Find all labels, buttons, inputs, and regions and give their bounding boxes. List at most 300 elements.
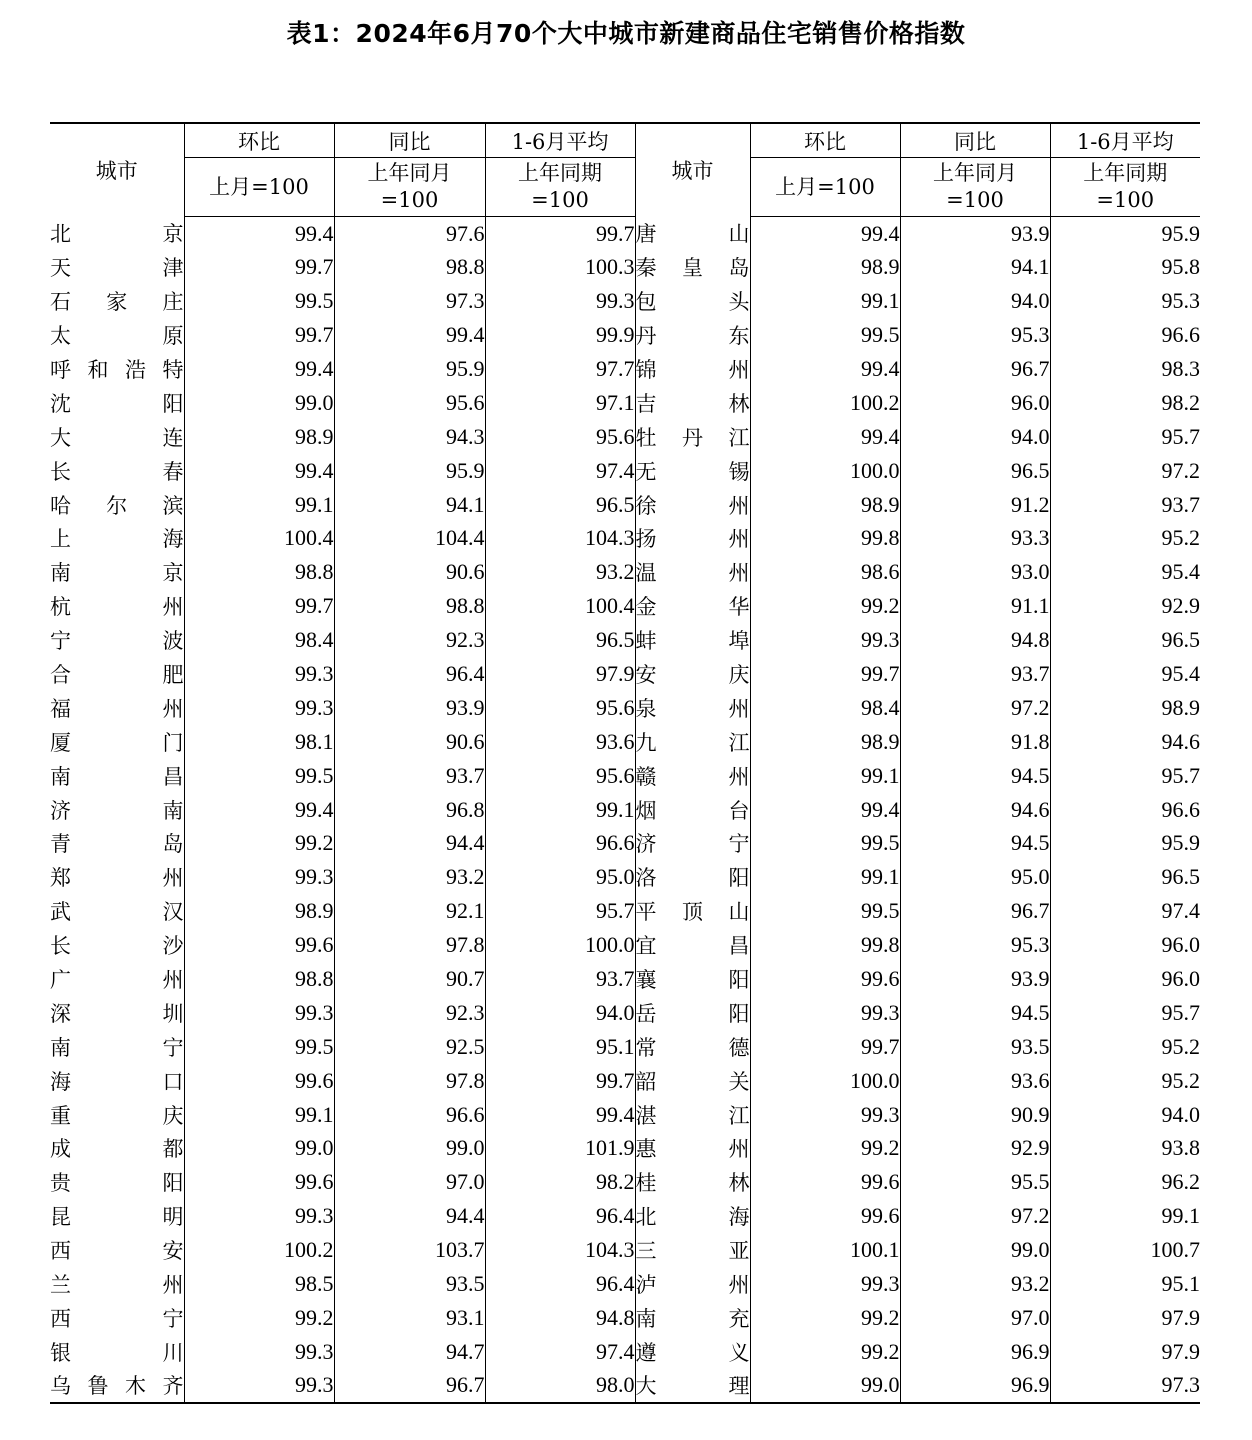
city-name: 厦 门 (50, 730, 184, 755)
mom-value: 99.3 (184, 691, 334, 725)
yoy-value: 94.0 (900, 284, 1050, 318)
city-name: 遵 义 (635, 1340, 750, 1365)
yoy-value: 96.9 (900, 1369, 1050, 1403)
city-name-cell (635, 860, 750, 894)
city-name-cell (50, 1199, 184, 1233)
city-name: 海 口 (50, 1069, 184, 1094)
city-name-cell (635, 657, 750, 691)
mom-value: 99.6 (184, 928, 334, 962)
yoy-value: 93.0 (900, 555, 1050, 589)
avg-value: 95.7 (1050, 996, 1200, 1030)
city-name: 西 宁 (50, 1306, 184, 1331)
city-name-cell (635, 1132, 750, 1166)
yoy-value: 93.9 (900, 962, 1050, 996)
mom-value: 99.6 (184, 1165, 334, 1199)
city-name-cell (50, 1098, 184, 1132)
city-name-cell (635, 691, 750, 725)
city-name-cell (50, 894, 184, 928)
yoy-value: 90.6 (334, 555, 485, 589)
city-name: 南 宁 (50, 1035, 184, 1060)
mom-value: 99.5 (750, 894, 900, 928)
city-name: 广 州 (50, 968, 184, 993)
city-name: 郑 州 (50, 866, 184, 891)
avg-value: 95.9 (1050, 217, 1200, 251)
mom-value: 99.3 (184, 996, 334, 1030)
city-name: 南 京 (50, 561, 184, 586)
yoy-value: 98.8 (334, 250, 485, 284)
table-row (50, 725, 1200, 759)
yoy-value: 94.4 (334, 827, 485, 861)
city-name-cell (50, 1233, 184, 1267)
table-row (50, 1064, 1200, 1098)
city-name-cell (50, 352, 184, 386)
mom-value: 99.2 (184, 1301, 334, 1335)
city-name-cell (635, 1030, 750, 1064)
avg-value: 93.8 (1050, 1132, 1200, 1166)
mom-value: 99.3 (750, 996, 900, 1030)
avg-value: 95.7 (485, 894, 635, 928)
yoy-value: 94.1 (334, 488, 485, 522)
yoy-column-header: 同比 (334, 123, 485, 158)
city-name-cell (635, 759, 750, 793)
table-row (50, 827, 1200, 861)
avg-value: 97.7 (485, 352, 635, 386)
avg-value: 95.6 (485, 691, 635, 725)
avg-value: 95.3 (1050, 284, 1200, 318)
mom-value: 98.1 (184, 725, 334, 759)
mom-value: 99.1 (184, 488, 334, 522)
city-name: 温 州 (635, 561, 750, 586)
yoy-value: 96.9 (900, 1335, 1050, 1369)
yoy-column-header-right: 同比 (900, 123, 1050, 158)
mom-value: 99.1 (750, 860, 900, 894)
yoy-value: 97.6 (334, 217, 485, 251)
mom-value: 99.7 (750, 1030, 900, 1064)
mom-value: 99.5 (184, 1030, 334, 1064)
yoy-value: 97.3 (334, 284, 485, 318)
city-name: 徐 州 (635, 493, 750, 518)
city-name-cell (635, 318, 750, 352)
mom-value: 99.5 (750, 318, 900, 352)
city-name-cell (635, 386, 750, 420)
city-name: 哈 尔 滨 (50, 493, 184, 518)
avg-value: 96.0 (1050, 928, 1200, 962)
yoy-value: 95.9 (334, 352, 485, 386)
table-row (50, 555, 1200, 589)
table-row (50, 1369, 1200, 1403)
mom-value: 99.3 (184, 657, 334, 691)
city-name: 襄 阳 (635, 968, 750, 993)
city-name: 太 原 (50, 324, 184, 349)
mom-value: 99.7 (750, 657, 900, 691)
avg-value: 98.3 (1050, 352, 1200, 386)
mom-value: 99.4 (184, 793, 334, 827)
city-name: 呼 和 浩 特 (50, 358, 184, 382)
mom-column-header: 环比 (184, 123, 334, 158)
yoy-value: 98.8 (334, 589, 485, 623)
city-name-cell (635, 928, 750, 962)
avg-value: 95.0 (485, 860, 635, 894)
city-name: 九 江 (635, 730, 750, 755)
table-row (50, 793, 1200, 827)
yoy-value: 93.1 (334, 1301, 485, 1335)
mom-value: 99.6 (750, 962, 900, 996)
yoy-value: 94.0 (900, 420, 1050, 454)
avg-value: 96.0 (1050, 962, 1200, 996)
table-row (50, 488, 1200, 522)
yoy-value: 91.2 (900, 488, 1050, 522)
table-row (50, 996, 1200, 1030)
mom-value: 99.4 (184, 454, 334, 488)
city-name: 烟 台 (635, 798, 750, 823)
mom-value: 99.8 (750, 928, 900, 962)
mom-value: 99.7 (184, 589, 334, 623)
yoy-value: 99.0 (334, 1132, 485, 1166)
yoy-value: 95.3 (900, 928, 1050, 962)
yoy-value: 97.8 (334, 1064, 485, 1098)
avg-value: 96.4 (485, 1267, 635, 1301)
city-name: 乌 鲁 木 齐 (50, 1374, 184, 1399)
avg-value: 96.6 (1050, 318, 1200, 352)
avg-value: 95.2 (1050, 522, 1200, 556)
mom-value: 99.4 (184, 217, 334, 251)
avg-value: 97.9 (1050, 1335, 1200, 1369)
table-row (50, 1098, 1200, 1132)
avg-value: 95.9 (1050, 827, 1200, 861)
table-row (50, 1301, 1200, 1335)
table-row (50, 420, 1200, 454)
city-name-cell (635, 488, 750, 522)
city-name: 洛 阳 (635, 866, 750, 891)
yoy-value: 94.6 (900, 793, 1050, 827)
avg-value: 94.6 (1050, 725, 1200, 759)
yoy-value: 94.5 (900, 996, 1050, 1030)
city-name-cell (50, 555, 184, 589)
avg-value: 99.7 (485, 217, 635, 251)
mom-value: 100.0 (750, 1064, 900, 1098)
table-row (50, 1199, 1200, 1233)
city-name: 丹 东 (635, 324, 750, 349)
mom-value: 98.6 (750, 555, 900, 589)
yoy-value: 92.3 (334, 996, 485, 1030)
mom-value: 98.4 (184, 623, 334, 657)
city-name-cell (635, 1233, 750, 1267)
city-name: 韶 关 (635, 1069, 750, 1094)
table-row (50, 386, 1200, 420)
mom-value: 99.4 (750, 217, 900, 251)
mom-value: 99.3 (184, 1335, 334, 1369)
city-name: 岳 阳 (635, 1001, 750, 1026)
yoy-value: 94.3 (334, 420, 485, 454)
city-name: 唐 山 (635, 222, 750, 247)
mom-value: 99.2 (750, 1132, 900, 1166)
avg-value: 95.8 (1050, 250, 1200, 284)
city-name-cell (50, 318, 184, 352)
mom-value: 98.8 (184, 555, 334, 589)
avg-value: 96.5 (1050, 623, 1200, 657)
mom-value: 98.9 (184, 894, 334, 928)
avg-base-label-right: 上年同期 =100 (1050, 158, 1200, 217)
avg-value: 95.4 (1050, 555, 1200, 589)
table-row (50, 759, 1200, 793)
mom-value: 99.6 (750, 1165, 900, 1199)
city-name-cell (635, 522, 750, 556)
city-name: 南 充 (635, 1306, 750, 1331)
mom-value: 99.2 (750, 1335, 900, 1369)
city-name-cell (50, 827, 184, 861)
yoy-value: 93.7 (334, 759, 485, 793)
city-name-cell (635, 623, 750, 657)
yoy-value: 92.1 (334, 894, 485, 928)
mom-value: 99.6 (750, 1199, 900, 1233)
avg-value: 94.8 (485, 1301, 635, 1335)
city-name-cell (635, 1301, 750, 1335)
city-name: 泉 州 (635, 696, 750, 721)
city-name: 福 州 (50, 696, 184, 721)
city-name: 贵 阳 (50, 1171, 184, 1196)
yoy-value: 103.7 (334, 1233, 485, 1267)
price-index-table (50, 122, 1200, 1404)
avg-value: 95.7 (1050, 420, 1200, 454)
city-name: 上 海 (50, 527, 184, 552)
city-name-cell (635, 1165, 750, 1199)
mom-value: 98.9 (750, 488, 900, 522)
mom-value: 99.3 (750, 623, 900, 657)
avg-column-header: 1-6月平均 (485, 123, 635, 158)
avg-column-header-right: 1-6月平均 (1050, 123, 1200, 158)
avg-value: 95.2 (1050, 1030, 1200, 1064)
mom-value: 98.9 (184, 420, 334, 454)
city-name-cell (50, 522, 184, 556)
city-name: 北 海 (635, 1205, 750, 1230)
city-name-cell (635, 1369, 750, 1403)
avg-value: 97.4 (485, 454, 635, 488)
city-name-cell (50, 725, 184, 759)
avg-value: 96.5 (485, 488, 635, 522)
city-name: 沈 阳 (50, 391, 184, 416)
mom-value: 98.4 (750, 691, 900, 725)
city-name-cell (50, 996, 184, 1030)
yoy-value: 95.3 (900, 318, 1050, 352)
city-name-cell (635, 996, 750, 1030)
yoy-value: 93.3 (900, 522, 1050, 556)
city-name-cell (50, 488, 184, 522)
mom-value: 99.8 (750, 522, 900, 556)
city-name: 牡 丹 江 (635, 425, 750, 450)
mom-value: 99.7 (184, 318, 334, 352)
city-name-cell (635, 555, 750, 589)
city-name: 石 家 庄 (50, 290, 184, 315)
city-name: 青 岛 (50, 832, 184, 857)
yoy-value: 90.9 (900, 1098, 1050, 1132)
yoy-value: 91.8 (900, 725, 1050, 759)
city-name-cell (50, 691, 184, 725)
city-name-cell (50, 759, 184, 793)
yoy-value: 93.2 (334, 860, 485, 894)
city-name: 常 德 (635, 1035, 750, 1060)
city-name: 扬 州 (635, 527, 750, 552)
mom-value: 100.4 (184, 522, 334, 556)
avg-value: 100.7 (1050, 1233, 1200, 1267)
mom-value: 99.2 (750, 1301, 900, 1335)
yoy-value: 94.5 (900, 759, 1050, 793)
avg-value: 99.9 (485, 318, 635, 352)
city-name: 吉 林 (635, 391, 750, 416)
mom-base-label-right: 上月=100 (750, 158, 900, 217)
city-name: 锦 州 (635, 358, 750, 382)
avg-value: 96.5 (1050, 860, 1200, 894)
mom-value: 99.1 (184, 1098, 334, 1132)
yoy-base-label-right: 上年同月 =100 (900, 158, 1050, 217)
avg-value: 96.6 (1050, 793, 1200, 827)
avg-value: 99.1 (1050, 1199, 1200, 1233)
city-name-cell (50, 1301, 184, 1335)
city-name-cell (50, 793, 184, 827)
city-name: 合 肥 (50, 663, 184, 688)
city-name: 济 南 (50, 798, 184, 823)
avg-base-label: 上年同期 =100 (485, 158, 635, 217)
mom-value: 99.0 (750, 1369, 900, 1403)
yoy-value: 93.5 (900, 1030, 1050, 1064)
city-name-cell (50, 284, 184, 318)
city-name-cell (50, 589, 184, 623)
yoy-value: 96.7 (900, 894, 1050, 928)
city-name: 大 连 (50, 425, 184, 450)
table-row (50, 217, 1200, 251)
mom-value: 99.1 (750, 284, 900, 318)
table-row (50, 657, 1200, 691)
yoy-value: 97.2 (900, 1199, 1050, 1233)
mom-value: 99.3 (750, 1098, 900, 1132)
city-name-cell (50, 1267, 184, 1301)
city-name-cell (635, 1064, 750, 1098)
yoy-value: 90.6 (334, 725, 485, 759)
mom-value: 99.5 (750, 827, 900, 861)
table-row (50, 962, 1200, 996)
yoy-value: 97.8 (334, 928, 485, 962)
mom-value: 99.0 (184, 386, 334, 420)
avg-value: 98.9 (1050, 691, 1200, 725)
city-name-cell (50, 657, 184, 691)
mom-value: 99.7 (184, 250, 334, 284)
avg-value: 99.7 (485, 1064, 635, 1098)
city-name-cell (635, 1335, 750, 1369)
mom-value: 100.1 (750, 1233, 900, 1267)
city-name-cell (635, 1098, 750, 1132)
yoy-value: 104.4 (334, 522, 485, 556)
table-row (50, 1132, 1200, 1166)
yoy-value: 96.6 (334, 1098, 485, 1132)
mom-value: 99.4 (184, 352, 334, 386)
city-name: 长 沙 (50, 934, 184, 959)
yoy-value: 92.3 (334, 623, 485, 657)
mom-value: 99.3 (750, 1267, 900, 1301)
mom-value: 98.5 (184, 1267, 334, 1301)
city-name-cell (50, 928, 184, 962)
table-row (50, 623, 1200, 657)
mom-value: 99.3 (184, 1369, 334, 1403)
city-name-cell (635, 1199, 750, 1233)
city-name: 无 锡 (635, 459, 750, 484)
yoy-value: 95.5 (900, 1165, 1050, 1199)
city-name-cell (635, 454, 750, 488)
avg-value: 96.5 (485, 623, 635, 657)
city-name: 宜 昌 (635, 934, 750, 959)
yoy-base-label: 上年同月 =100 (334, 158, 485, 217)
city-column-header: 城市 (95, 159, 138, 184)
avg-value: 99.1 (485, 793, 635, 827)
city-name: 成 都 (50, 1137, 184, 1162)
avg-value: 95.2 (1050, 1064, 1200, 1098)
city-name: 济 宁 (635, 832, 750, 857)
table-row (50, 691, 1200, 725)
yoy-value: 93.9 (334, 691, 485, 725)
yoy-value: 94.5 (900, 827, 1050, 861)
city-name: 安 庆 (635, 663, 750, 688)
city-name-cell (50, 1335, 184, 1369)
city-name-cell (635, 284, 750, 318)
city-name: 宁 波 (50, 629, 184, 654)
table-row (50, 1030, 1200, 1064)
avg-value: 97.2 (1050, 454, 1200, 488)
city-name: 武 汉 (50, 900, 184, 925)
city-name: 西 安 (50, 1239, 184, 1264)
yoy-value: 93.6 (900, 1064, 1050, 1098)
avg-value: 97.4 (485, 1335, 635, 1369)
yoy-value: 91.1 (900, 589, 1050, 623)
yoy-value: 93.5 (334, 1267, 485, 1301)
table-row (50, 284, 1200, 318)
table-row (50, 589, 1200, 623)
avg-value: 96.4 (485, 1199, 635, 1233)
yoy-value: 92.9 (900, 1132, 1050, 1166)
avg-value: 93.7 (485, 962, 635, 996)
mom-value: 99.0 (184, 1132, 334, 1166)
mom-value: 100.2 (750, 386, 900, 420)
yoy-value: 93.7 (900, 657, 1050, 691)
city-name-cell (50, 623, 184, 657)
mom-value: 98.9 (750, 250, 900, 284)
city-name: 深 圳 (50, 1001, 184, 1026)
city-name-cell (50, 962, 184, 996)
city-name-cell (50, 420, 184, 454)
avg-value: 93.6 (485, 725, 635, 759)
city-name-cell (635, 217, 750, 251)
avg-value: 100.3 (485, 250, 635, 284)
yoy-value: 97.0 (900, 1301, 1050, 1335)
yoy-value: 94.4 (334, 1199, 485, 1233)
mom-value: 99.2 (184, 827, 334, 861)
city-name: 长 春 (50, 459, 184, 484)
mom-value: 99.2 (750, 589, 900, 623)
mom-value: 98.8 (184, 962, 334, 996)
avg-value: 99.4 (485, 1098, 635, 1132)
table-title: 表1：2024年6月70个大中城市新建商品住宅销售价格指数 (286, 19, 966, 48)
avg-value: 94.0 (485, 996, 635, 1030)
avg-value: 97.3 (1050, 1369, 1200, 1403)
avg-value: 104.3 (485, 522, 635, 556)
mom-value: 99.3 (184, 1199, 334, 1233)
yoy-value: 95.9 (334, 454, 485, 488)
yoy-value: 92.5 (334, 1030, 485, 1064)
city-name-cell (50, 860, 184, 894)
avg-value: 96.2 (1050, 1165, 1200, 1199)
yoy-value: 93.9 (900, 217, 1050, 251)
avg-value: 92.9 (1050, 589, 1200, 623)
yoy-value: 94.1 (900, 250, 1050, 284)
yoy-value: 94.7 (334, 1335, 485, 1369)
city-name-cell (50, 217, 184, 251)
